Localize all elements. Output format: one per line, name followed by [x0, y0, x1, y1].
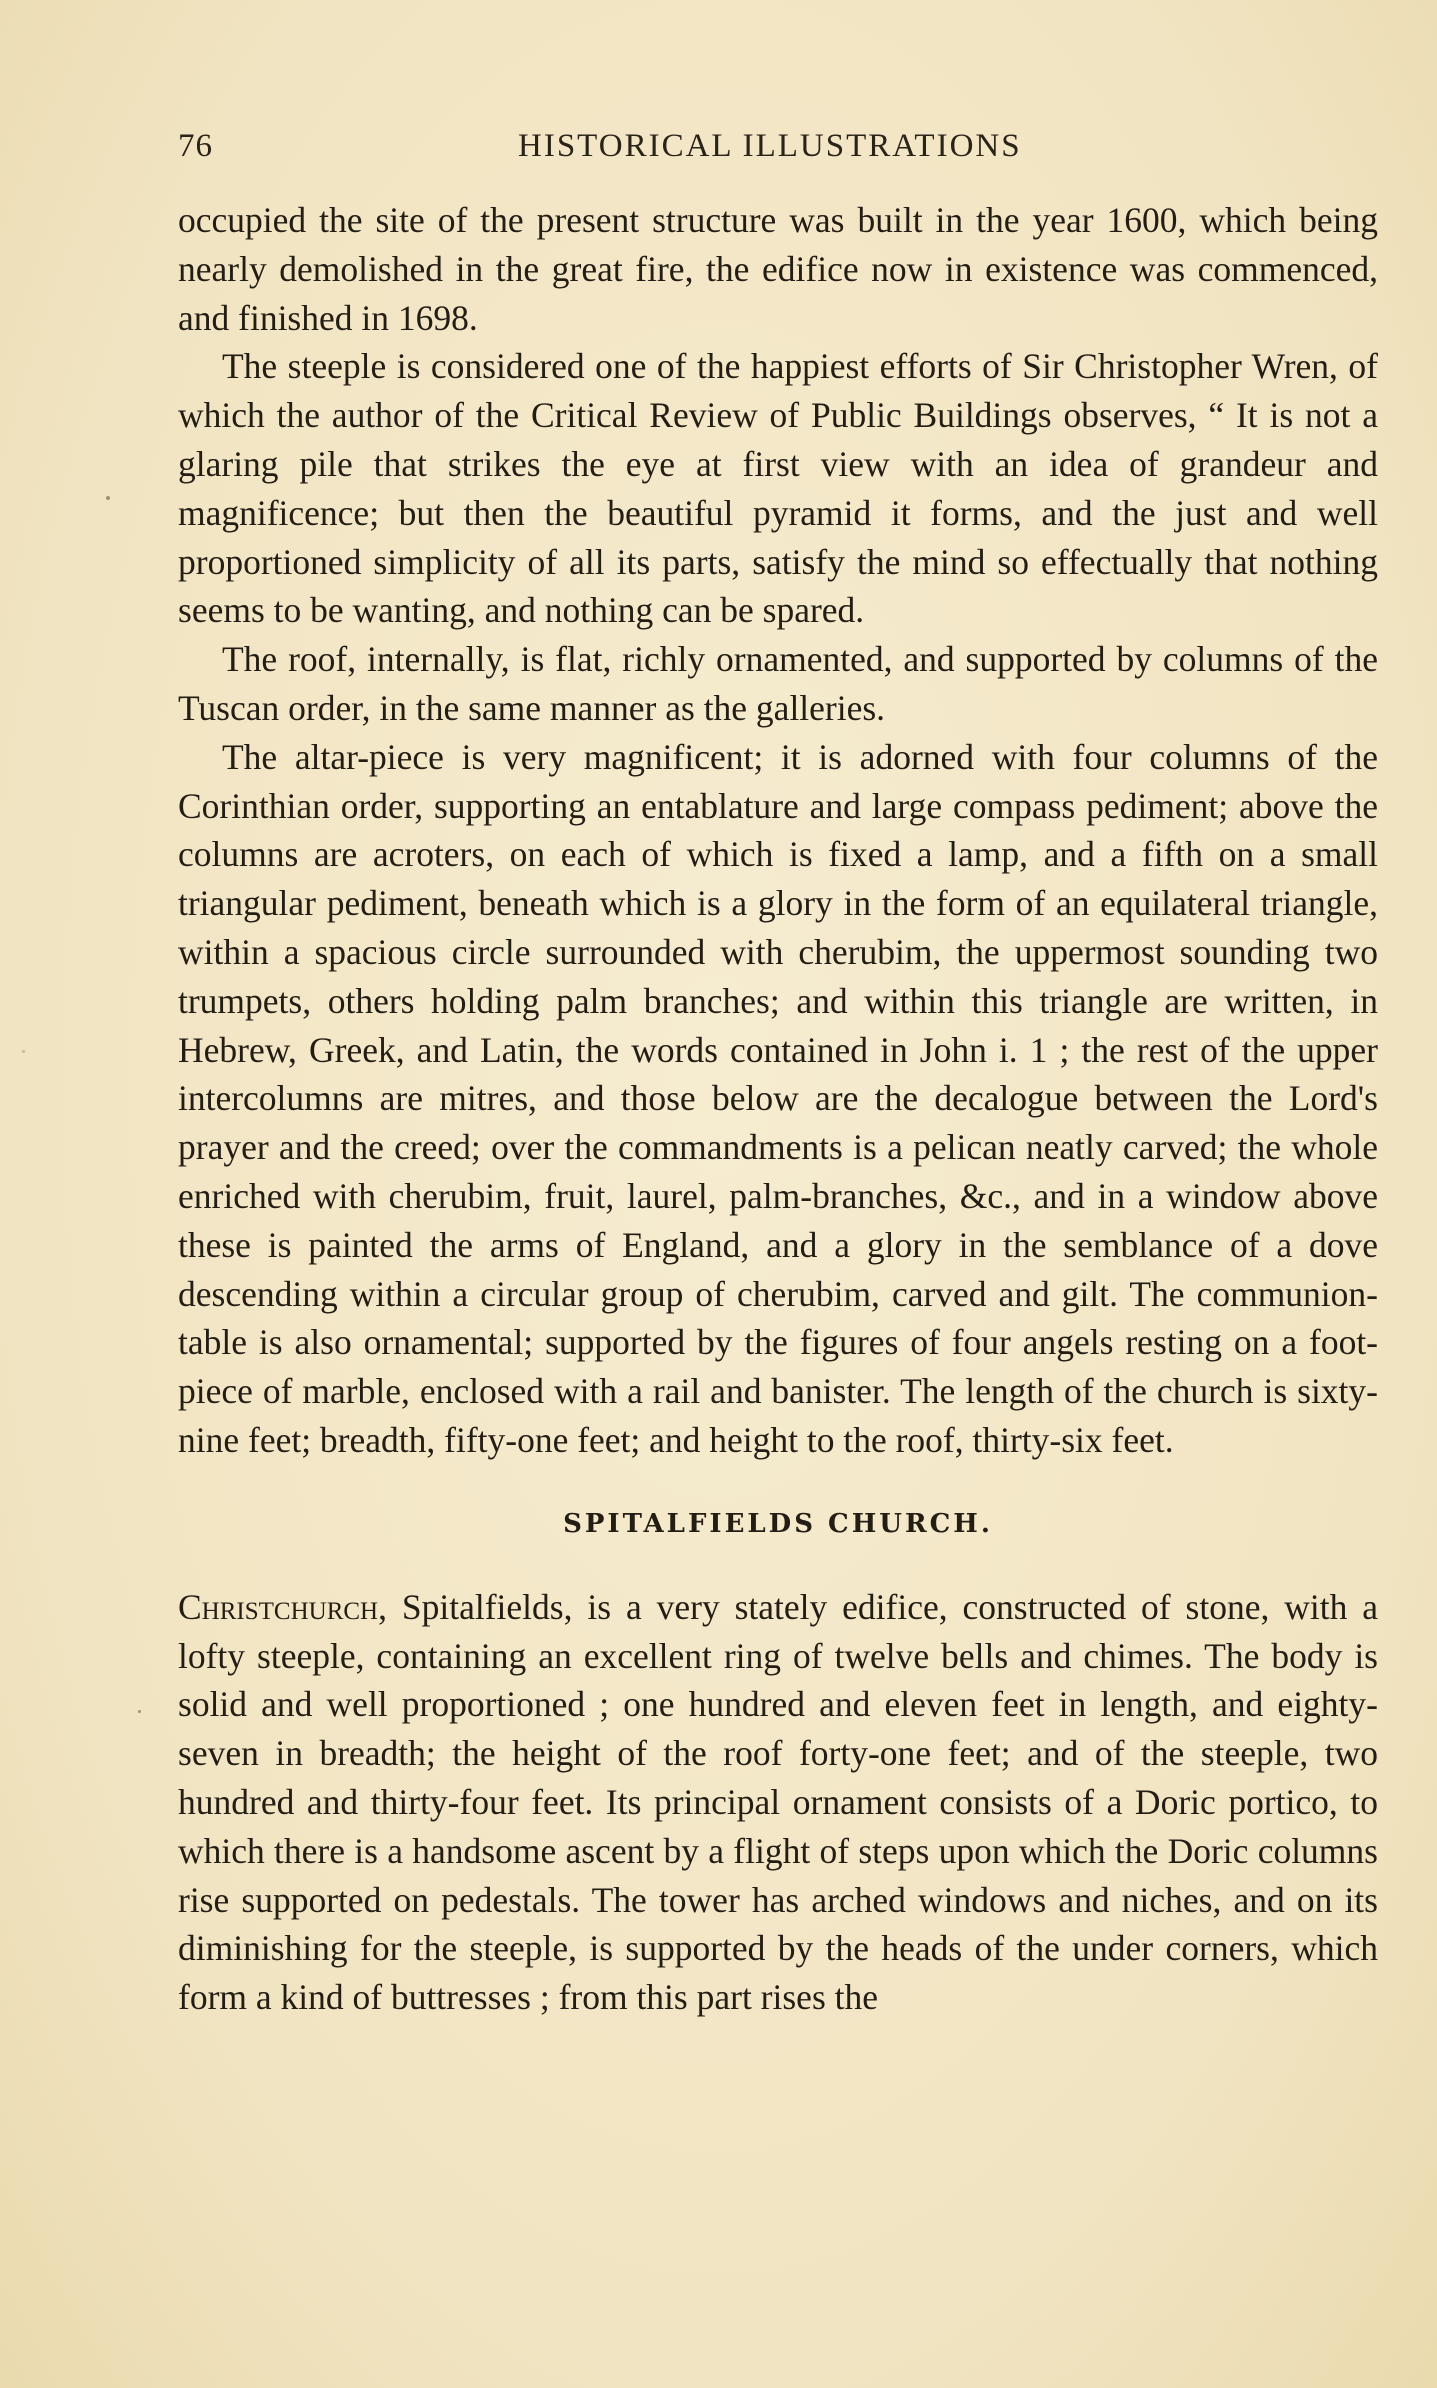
body-text: [178, 196, 1378, 2022]
page-speck: [138, 1710, 141, 1713]
page-number: 76: [178, 128, 213, 164]
paragraph-3: The roof, internally, is flat, richly ornamented, and supported by columns of the Tuscan order, in the same manner as the galleries.: [178, 639, 1378, 728]
paragraph-5-lead: Christchurch,: [178, 1586, 387, 1627]
paragraph-5: [178, 1583, 1378, 2022]
paragraph-1: occupied the site of the present structure was built in the year 1600, which being nearly demolished in the great fire, the edifice now in existence was commenced, and finished in 1698.: [178, 200, 1378, 338]
page-header: [178, 128, 1368, 180]
running-head: HISTORICAL ILLUSTRATIONS: [518, 128, 1022, 164]
section-heading: SPITALFIELDS CHURCH.: [563, 1508, 993, 1539]
page-speck: [106, 496, 110, 500]
paragraph-2: The steeple is considered one of the happiest efforts of Sir Christopher Wren, of which the author of the Critical Review of Public Buildings observes, “ It is not a glaring pile that strikes the eye at first view with an idea of grandeur and magnificence; but then the beautiful pyramid it forms, and the just and well proportioned simplicity of all its parts, satisfy the mind so effectually that nothing seems to be wanting, and nothing can be spared.: [178, 346, 1378, 631]
paragraph-4: The altar-piece is very magnificent; it is adorned with four columns of the Corinthian order, supporting an entablature and large compass pediment; above the columns are acroters, on each of which is fixed a lamp, and a fifth on a small triangular pediment, beneath which is a glory in the form of an equilateral triangle, within a spacious circle surrounded with cherubim, the uppermost sounding two trumpets, others holding palm branches; and within this triangle are written, in Hebrew, Greek, and Latin, the words contained in John i. 1 ; the rest of the upper intercolumns are mitres, and those below are the decalogue between the Lord's prayer and the creed; over the commandments is a pelican neatly carved; the whole enriched with cherubim, fruit, laurel, palm-branches, &c., and in a window above these is painted the arms of England, and a glory in the semblance of a dove descending within a circular group of cherubim, carved and gilt. The communion-table is also ornamental; supported by the figures of four angels resting on a foot-piece of marble, enclosed with a rail and banister. The length of the church is sixty-nine feet; breadth, fifty-one feet; and height to the roof, thirty-six feet.: [178, 736, 1378, 1460]
page-speck: [22, 1050, 25, 1053]
paragraph-5-text: Spitalfields, is a very stately edifice, constructed of stone, with a lofty steeple, containing an excellent ring of twelve bells and chimes. The body is solid and well proportioned ; one hundred and eleven feet in length, and eighty-seven in breadth; the height of the roof forty-one feet; and of the steeple, two hundred and thirty-four feet. Its principal ornament consists of a Doric portico, to which there is a handsome ascent by a flight of steps upon which the Doric columns rise supported on pedestals. The tower has arched windows and niches, and on its diminishing for the steeple, is supported by the heads of the under corners, which form a kind of buttresses ; from this part rises the: [178, 1586, 1378, 2018]
